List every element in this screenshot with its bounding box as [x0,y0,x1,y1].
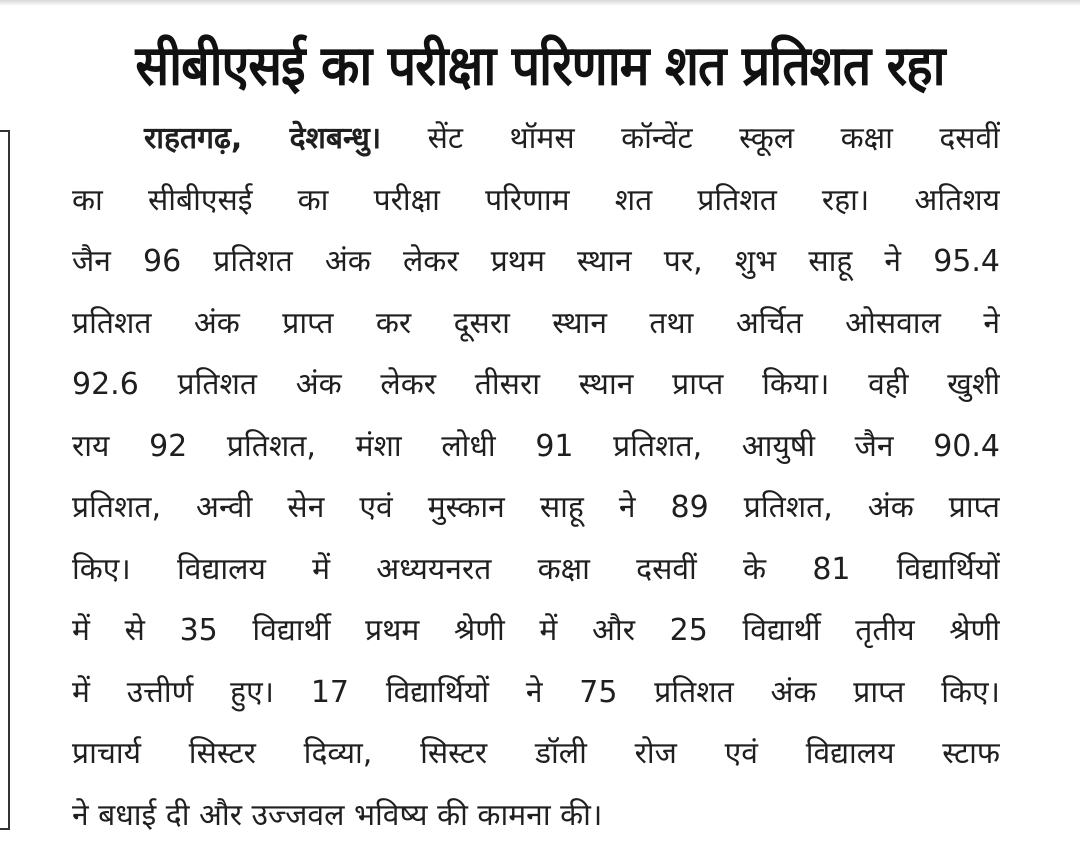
body-line: 92.6 प्रतिशत अंक लेकर तीसरा स्थान प्राप्त किया। वही खुशी [72,367,1000,402]
column-divider [0,130,10,830]
article-body [72,108,1000,846]
body-line: किए। विद्यालय में अध्ययनरत कक्षा दसवीं के 81 विद्यार्थियों [72,551,1000,587]
top-edge-fragment [0,0,1080,6]
body-line: प्राचार्य सिस्टर दिव्या, सिस्टर डॉली रोज एवं विद्यालय स्टाफ [72,736,1000,771]
headline: सीबीएसई का परीक्षा परिणाम शत प्रतिशत रहा [135,33,945,98]
body-line-text: सेंट थॉमस कॉन्वेंट स्कूल कक्षा दसवीं [427,121,1000,156]
body-line: प्रतिशत अंक प्राप्त कर दूसरा स्थान तथा अर्चित ओसवाल ने [72,305,1000,341]
body-line: का सीबीएसई का परीक्षा परिणाम शत प्रतिशत रहा। अतिशय [72,182,1000,218]
body-line: राय 92 प्रतिशत, मंशा लोधी 91 प्रतिशत, आयुषी जैन 90.4 [72,428,1000,464]
body-line: प्रतिशत, अन्वी सेन एवं मुस्कान साहू ने 89 प्रतिशत, अंक प्राप्त [72,490,1000,525]
body-line: ने बधाई दी और उज्जवल भविष्य की कामना की। [72,797,603,833]
body-line: जैन 96 प्रतिशत अंक लेकर प्रथम स्थान पर, शुभ साहू ने 95.4 [72,244,1000,279]
body-line: में से 35 विद्यार्थी प्रथम श्रेणी में और 25 विद्यार्थी तृतीय श्रेणी [72,613,1000,648]
dateline: राहतगढ़, देशबन्धु। [144,121,382,156]
body-line [72,108,1000,170]
body-line: में उत्तीर्ण हुए। 17 विद्यार्थियों ने 75 प्रतिशत अंक प्राप्त किए। [72,674,1000,710]
